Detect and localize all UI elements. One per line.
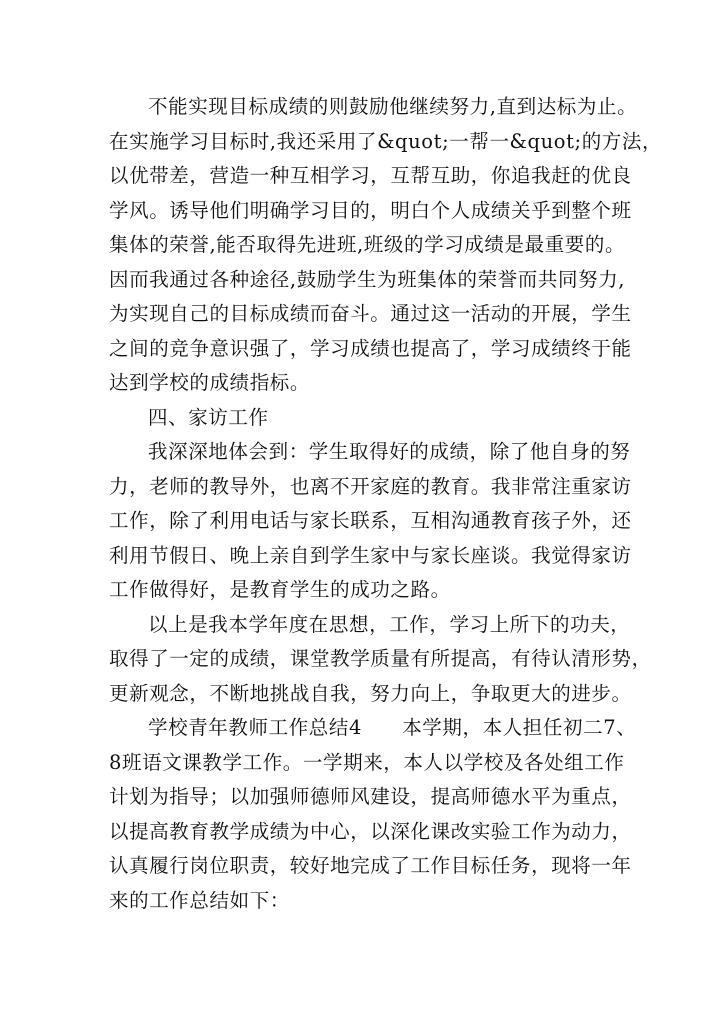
paragraph-line: 工作做得好，是教育学生的成功之路。: [109, 578, 451, 601]
paragraph-line: 取得了一定的成绩，课堂教学质量有所提高，有待认清形势，: [109, 647, 652, 670]
paragraph-line: 8班语文课教学工作。一学期来，本人以学校及各处组工作: [109, 750, 625, 774]
paragraph-line: 在实施学习目标时,我还采用了&quot;一帮一&quot;的方法，: [109, 129, 663, 153]
paragraph-line: 工作，除了利用电话与家长联系，互相沟通教育孩子外，还: [109, 509, 632, 532]
paragraph-line: 力，老师的教导外，也离不开家庭的教育。我非常注重家访: [109, 474, 632, 498]
paragraph-line: 更新观念，不断地挑战自我，努力向上，争取更大的进步。: [109, 681, 632, 705]
paragraph-line: 以提高教育教学成绩为中心，以深化课改实验工作为动力，: [109, 819, 632, 843]
paragraph-line: 利用节假日、晚上亲自到学生家中与家长座谈。我觉得家访: [109, 543, 632, 567]
document-body: [109, 90, 663, 918]
paragraph-line: 集体的荣誉,能否取得先进班,班级的学习成绩是最重要的。: [109, 233, 626, 256]
paragraph-line: 来的工作总结如下：: [109, 888, 290, 912]
paragraph-line: 达到学校的成绩指标。: [109, 371, 311, 394]
paragraph-line: 我深深地体会到：学生取得好的成绩，除了他自身的努: [148, 440, 631, 463]
paragraph-line: 为实现自己的目标成绩而奋斗。通过这一活动的开展，学生: [109, 302, 632, 325]
paragraph-line: 学风。诱导他们明确学习目的，明白个人成绩关乎到整个班: [109, 198, 632, 222]
section-title-line: 学校青年教师工作总结4 本学期，本人担任初二7、: [148, 716, 637, 739]
paragraph-line: 不能实现目标成绩的则鼓励他继续努力,直到达标为止。: [148, 95, 638, 118]
paragraph-line: 认真履行岗位职责，较好地完成了工作目标任务，现将一年: [109, 854, 632, 877]
paragraph-line: 之间的竞争意识强了，学习成绩也提高了，学习成绩终于能: [109, 336, 632, 360]
paragraph-line: 计划为指导；以加强师德师风建设，提高师德水平为重点，: [109, 785, 632, 808]
paragraph-line: 因而我通过各种途径,鼓励学生为班集体的荣誉而共同努力,: [109, 267, 626, 291]
section-heading: 四、家访工作: [148, 405, 269, 429]
paragraph-line: 以上是我本学年度在思想，工作，学习上所下的功夫，: [148, 612, 631, 636]
paragraph-line: 以优带差，营造一种互相学习，互帮互助，你追我赶的优良: [109, 164, 632, 187]
